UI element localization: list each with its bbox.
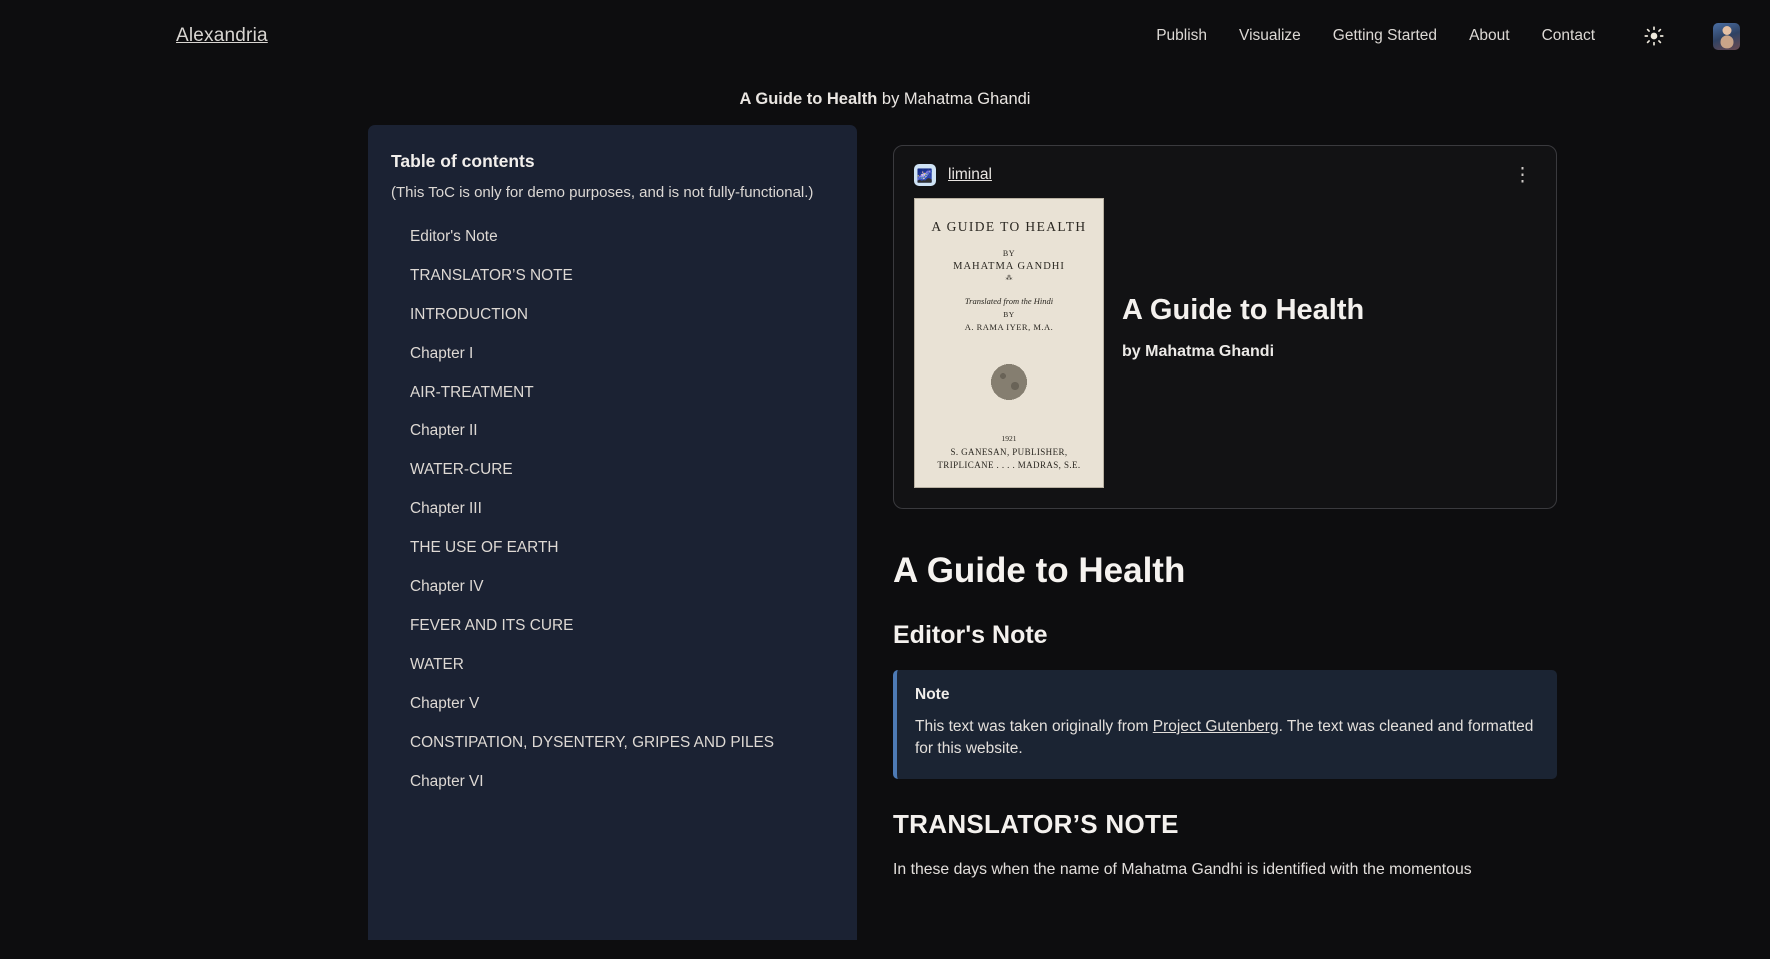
kebab-menu-icon[interactable]: ⋮ bbox=[1513, 164, 1532, 186]
toc-item-water[interactable]: WATER bbox=[410, 656, 464, 674]
toc-item-fever-and-its-cure[interactable]: FEVER AND ITS CURE bbox=[410, 617, 574, 635]
toc-item-editors-note[interactable]: Editor's Note bbox=[410, 227, 498, 245]
note-text-after: . The text was cleaned and formatted for this website. bbox=[915, 718, 1534, 758]
cover-year: 1921 bbox=[1001, 434, 1017, 443]
toc-item-chapter-iii[interactable]: Chapter III bbox=[410, 500, 482, 518]
cover-translated-note: Translated from the Hindi bbox=[964, 296, 1054, 306]
nav-link-getting-started[interactable]: Getting Started bbox=[1332, 27, 1438, 44]
toc-item-constipation[interactable]: CONSTIPATION, DYSENTERY, GRIPES AND PILES bbox=[410, 733, 775, 751]
cover-title: A GUIDE TO HEALTH bbox=[931, 219, 1087, 234]
cover-by-second: BY bbox=[1003, 310, 1015, 319]
table-of-contents bbox=[368, 125, 857, 940]
toc-item-chapter-iv[interactable]: Chapter IV bbox=[410, 578, 484, 596]
card-meta bbox=[1122, 198, 1364, 361]
cover-publisher: S. GANESAN, PUBLISHER, bbox=[950, 447, 1068, 457]
liminal-icon: 🌌 bbox=[914, 164, 936, 186]
toc-item-translators-note[interactable]: TRANSLATOR’S NOTE bbox=[410, 266, 573, 284]
toc-note: (This ToC is only for demo purposes, and is not fully-functional.) bbox=[391, 184, 814, 201]
main-layout bbox=[0, 125, 1770, 940]
heading-editors-note: Editor's Note bbox=[893, 621, 1048, 649]
cover-author: MAHATMA GANDHI bbox=[953, 261, 1065, 272]
toc-heading: Table of contents bbox=[391, 151, 535, 171]
nav-links bbox=[1156, 23, 1740, 50]
liminal-source-link[interactable]: liminal bbox=[948, 166, 992, 183]
toc-item-chapter-ii[interactable]: Chapter II bbox=[410, 422, 478, 440]
cover-translator: A. RAMA IYER, M.A. bbox=[964, 322, 1054, 332]
nav-link-visualize[interactable]: Visualize bbox=[1239, 27, 1301, 44]
book-cover-image bbox=[914, 198, 1104, 488]
toc-item-water-cure[interactable]: WATER-CURE bbox=[410, 461, 513, 479]
toc-item-chapter-i[interactable]: Chapter I bbox=[410, 344, 474, 362]
note-text bbox=[915, 716, 1539, 761]
page-title-author: by Mahatma Ghandi bbox=[877, 90, 1031, 108]
cover-by: BY bbox=[1002, 249, 1016, 258]
card-body bbox=[914, 198, 1536, 488]
toc-item-introduction[interactable]: INTRODUCTION bbox=[410, 305, 528, 323]
toc-item-air-treatment[interactable]: AIR-TREATMENT bbox=[410, 383, 534, 401]
cover-publisher-address: TRIPLICANE . . . . MADRAS, S.E. bbox=[937, 460, 1081, 470]
translators-note-paragraph: In these days when the name of Mahatma Gandhi is identified with the momentous bbox=[893, 860, 1472, 878]
toc-item-use-of-earth[interactable]: THE USE OF EARTH bbox=[410, 539, 559, 557]
project-gutenberg-link[interactable]: Project Gutenberg bbox=[1152, 718, 1279, 735]
toc-item-chapter-vi[interactable]: Chapter VI bbox=[410, 772, 484, 790]
cover-publisher-emblem bbox=[989, 362, 1029, 402]
nav-link-about[interactable]: About bbox=[1469, 27, 1510, 44]
note-callout bbox=[893, 670, 1557, 779]
document-title: A Guide to Health bbox=[893, 551, 1186, 590]
brand-logo[interactable]: Alexandria bbox=[176, 25, 268, 46]
nav-link-contact[interactable]: Contact bbox=[1541, 27, 1595, 44]
sun-icon[interactable] bbox=[1641, 23, 1667, 49]
heading-translators-note: TRANSLATOR’S NOTE bbox=[893, 808, 1179, 839]
card-header bbox=[914, 164, 1536, 186]
card-book-author: by Mahatma Ghandi bbox=[1122, 343, 1275, 361]
nav-link-publish[interactable]: Publish bbox=[1156, 27, 1208, 44]
toc-list bbox=[388, 218, 833, 802]
document-content bbox=[857, 125, 1557, 882]
book-preview-card bbox=[893, 145, 1557, 509]
note-text-before: This text was taken originally from bbox=[915, 718, 1153, 735]
page-title bbox=[0, 72, 1770, 125]
avatar[interactable] bbox=[1713, 23, 1740, 50]
page-title-book: A Guide to Health bbox=[739, 90, 878, 108]
cover-ornament: ⁂ bbox=[1005, 274, 1013, 282]
note-label: Note bbox=[915, 686, 950, 703]
toc-item-chapter-v[interactable]: Chapter V bbox=[410, 695, 480, 712]
top-navigation-bar bbox=[0, 0, 1770, 72]
card-book-title: A Guide to Health bbox=[1122, 294, 1365, 326]
